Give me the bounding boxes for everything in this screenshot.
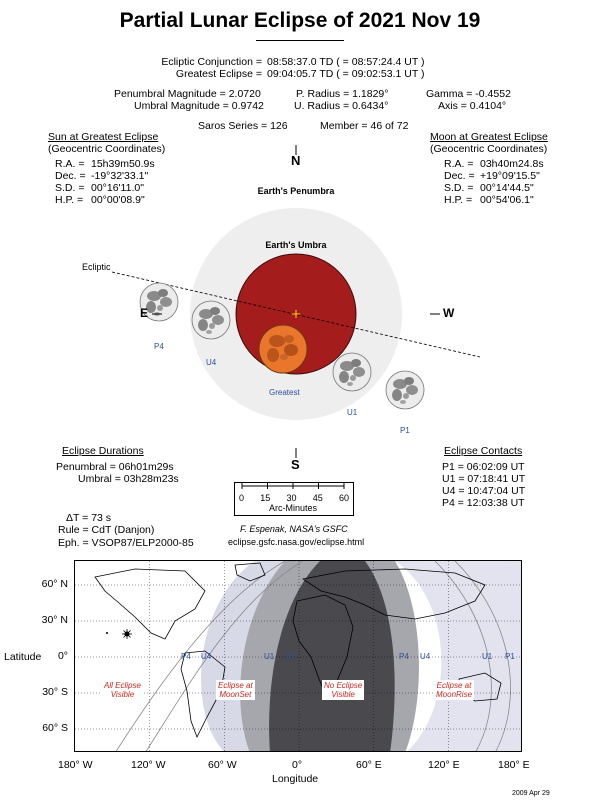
lat-tick-30n: 30° N [41, 614, 68, 626]
saros-member: Member = 46 of 72 [320, 120, 409, 132]
visibility-map [74, 560, 522, 752]
lon-tick-180w: 180° W [58, 759, 93, 771]
credit: F. Espenak, NASA's GSFC [240, 524, 348, 534]
moon-u4 [192, 301, 230, 339]
lon-tick-120e: 120° E [428, 759, 460, 771]
penumbral-duration: Penumbral = 06h01m29s [56, 461, 174, 473]
map-label-u4-west: U4 [201, 652, 212, 661]
sublunar-point-icon [106, 632, 108, 634]
umbra-label: Earth's Umbra [265, 240, 327, 250]
moon-p1 [386, 371, 424, 409]
ecliptic-label: Ecliptic [82, 262, 111, 272]
ephemeris: Eph. = VSOP87/ELP2000-85 [58, 537, 194, 549]
sun-heading: Sun at Greatest Eclipse [48, 131, 159, 143]
lon-tick-120w: 120° W [131, 759, 166, 771]
south-label: S [291, 457, 300, 472]
sun-subheading: (Geocentric Coordinates) [48, 143, 166, 155]
revision-date: 2009 Apr 29 [512, 790, 550, 797]
zone-no-eclipse: No Eclipse Visible [324, 681, 363, 699]
p-radius: P. Radius = 1.1829° [296, 88, 389, 100]
scale-label: Arc-Minutes [268, 503, 317, 513]
saros-series: Saros Series = 126 [198, 120, 288, 132]
greatest-label: Greatest [269, 388, 300, 397]
contacts-heading: Eclipse Contacts [444, 445, 523, 457]
conjunction-value: 08:58:37.0 TD ( = 08:57:24.4 UT ) [267, 56, 425, 68]
contacts-list: P1 = 06:02:09 UT U1 = 07:18:41 UT U4 = 10:47:04 UT P4 = 12:03:38 UT [442, 461, 526, 509]
map-label-p1-east: P1 [505, 652, 515, 661]
umbral-magnitude: Umbral Magnitude = 0.9742 [134, 100, 264, 112]
greatest-label: Greatest Eclipse = [175, 68, 262, 80]
axis: Axis = 0.4104° [438, 100, 507, 112]
zone-moonrise: Eclipse at MoonRise [436, 681, 473, 699]
penumbral-magnitude: Penumbral Magnitude = 2.0720 [114, 88, 261, 100]
greatest-value: 09:04:05.7 TD ( = 09:02:53.1 UT ) [267, 68, 425, 80]
map-label-p1-west: P1 [286, 652, 296, 661]
moon-heading: Moon at Greatest Eclipse [430, 131, 548, 143]
east-label: E [140, 306, 149, 320]
penumbra-label: Earth's Penumbra [257, 186, 335, 196]
sun-coordinates: R.A. = 15h39m50.9s Dec. = -19°32'33.1" S.D. = 00°16'11.0" H.P. = 00°00'08.9" [55, 158, 155, 206]
conjunction-label: Ecliptic Conjunction = [161, 56, 262, 68]
u4-label: U4 [206, 358, 217, 367]
delta-t: ΔT = 73 s [66, 512, 112, 524]
lon-tick-0: 0° [292, 759, 303, 771]
umbral-duration: Umbral = 03h28m23s [78, 473, 179, 485]
lon-tick-60e: 60° E [356, 759, 382, 771]
lat-tick-30s: 30° S [42, 686, 68, 698]
moon-coordinates: R.A. = 03h40m24.8s Dec. = +19°09'15.5" S.D. = 00°14'44.5" H.P. = 00°54'06.1" [444, 158, 544, 206]
map-ylabel: Latitude [4, 651, 42, 663]
moon-subheading: (Geocentric Coordinates) [430, 143, 548, 155]
map-label-u1-west: U1 [264, 652, 275, 661]
lon-tick-180e: 180° E [498, 759, 530, 771]
map-label-u4-east: U4 [420, 652, 431, 661]
p4-label: P4 [154, 342, 164, 351]
lat-tick-60n: 60° N [41, 578, 68, 590]
zone-moonset: Eclipse at MoonSet [218, 681, 253, 699]
map-label-p4-west: P4 [181, 652, 191, 661]
gamma: Gamma = -0.4552 [426, 88, 511, 100]
u1-label: U1 [347, 408, 358, 417]
moon-greatest [259, 325, 307, 373]
title-underline [256, 40, 344, 41]
rule: Rule = CdT (Danjon) [58, 524, 155, 536]
source-url: eclipse.gsfc.nasa.gov/eclipse.html [228, 537, 365, 547]
lat-tick-60s: 60° S [42, 722, 68, 734]
lat-tick-0: 0° [57, 650, 68, 662]
map-label-u1-east: U1 [482, 652, 493, 661]
p1-label: P1 [400, 426, 410, 435]
subsolar-point-icon [122, 629, 132, 639]
page-title: Partial Lunar Eclipse of 2021 Nov 19 [119, 9, 481, 32]
durations-heading: Eclipse Durations [62, 445, 144, 457]
scale-tick-labels: 0 15 30 45 60 [239, 493, 349, 503]
moon-u1 [333, 353, 371, 391]
map-xlabel: Longitude [272, 773, 319, 785]
zone-all-visible: All Eclipse Visible [104, 681, 141, 699]
west-label: W [443, 306, 455, 320]
lon-tick-60w: 60° W [208, 759, 237, 771]
north-label: N [291, 153, 301, 168]
u-radius: U. Radius = 0.6434° [294, 100, 389, 112]
map-label-p4-east: P4 [399, 652, 409, 661]
map-canvas [75, 561, 522, 752]
